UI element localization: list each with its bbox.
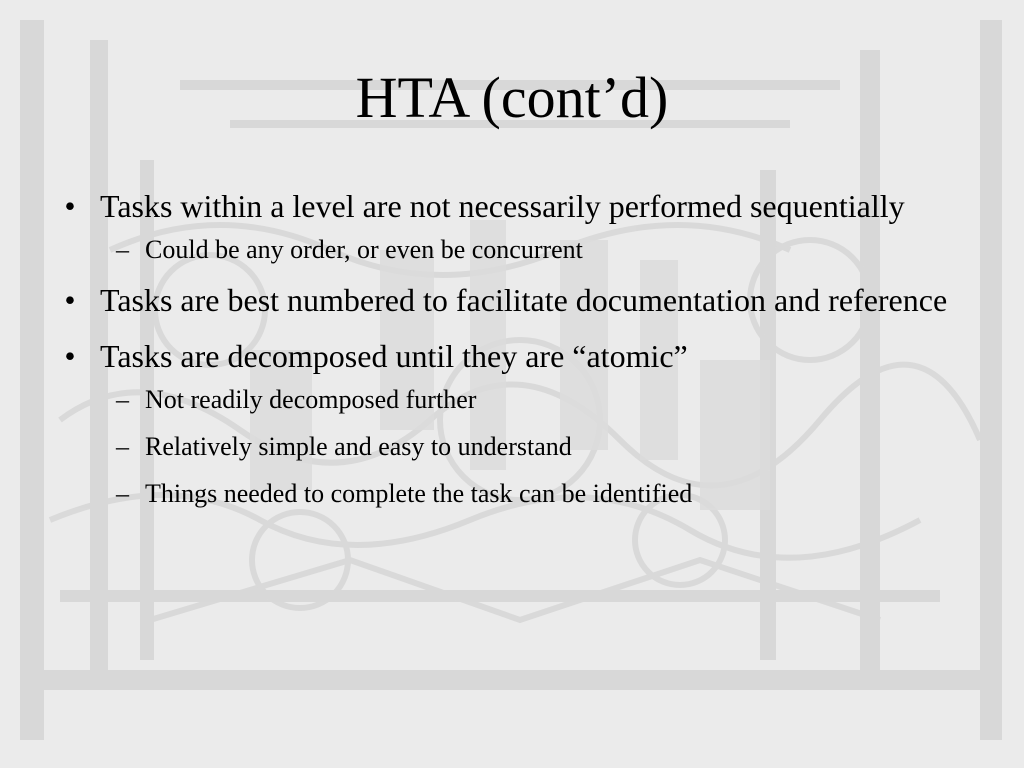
slide-body (58, 186, 958, 523)
slide-title: HTA (cont’d) (355, 65, 669, 130)
sub-bullet-text: Could be any order, or even be concurrent (145, 235, 583, 264)
sub-bullet-icon: – (116, 385, 129, 414)
bullet-item (58, 336, 958, 376)
sub-bullet-text: Things needed to complete the task can be identified (145, 479, 693, 508)
sub-bullet-text: Relatively simple and easy to understand (145, 432, 572, 461)
bullet-text: Tasks are decomposed until they are “atomic” (100, 338, 688, 374)
bullet-icon: • (64, 338, 76, 374)
bullet-item (58, 280, 958, 320)
sub-bullet-icon: – (116, 432, 129, 461)
sub-bullet-item (58, 382, 958, 418)
sub-bullet-item (58, 232, 958, 268)
bullet-text: Tasks within a level are not necessarily performed sequentially (100, 188, 905, 224)
sub-bullet-group (58, 382, 958, 512)
bullet-text: Tasks are best numbered to facilitate documentation and reference (100, 282, 948, 318)
sub-bullet-item (58, 429, 958, 465)
bullet-icon: • (64, 282, 76, 318)
bullet-icon: • (64, 188, 76, 224)
sub-bullet-group (58, 232, 958, 268)
sub-bullet-icon: – (116, 479, 129, 508)
sub-bullet-text: Not readily decomposed further (145, 385, 477, 414)
sub-bullet-icon: – (116, 235, 129, 264)
sub-bullet-item (58, 476, 958, 512)
bullet-item (58, 186, 958, 226)
